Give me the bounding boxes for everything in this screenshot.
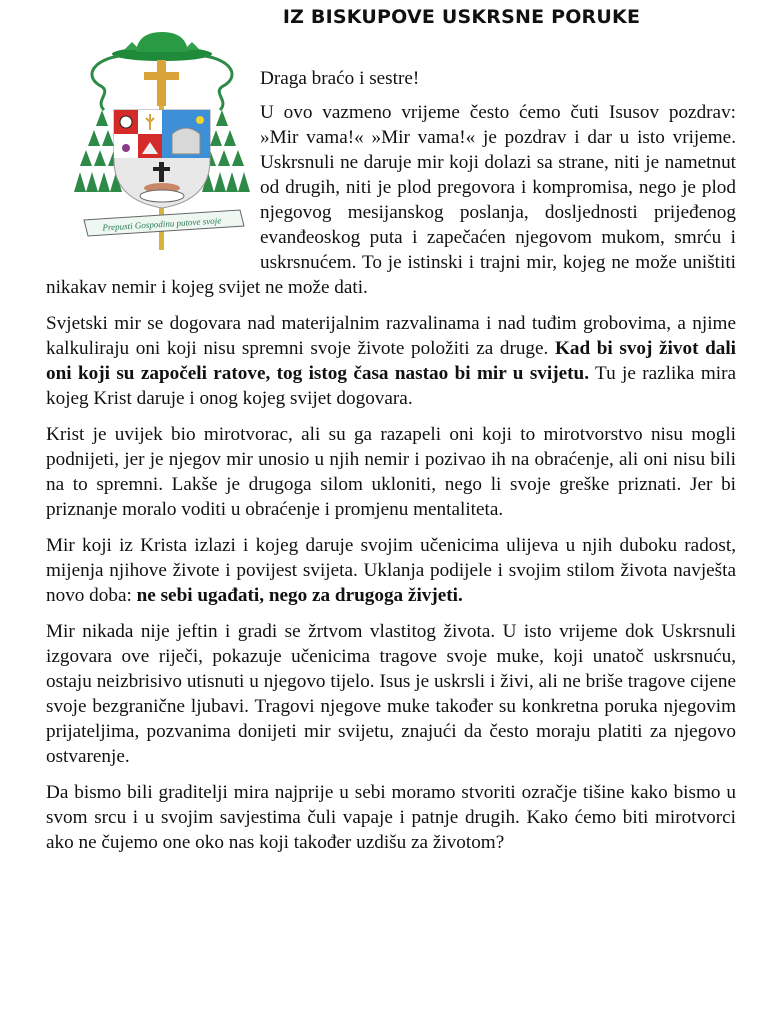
greeting: Draga braćo i sestre! [260, 68, 420, 89]
paragraph-text: Svjetski mir se dogovara nad materijalnim razvalinama i nad tuđim grobovima, a njime kalkuliraju oni koji nisu spremni svoje živote položiti za druge. [46, 313, 736, 359]
motto-text: Prepusti Gospodinu putove svoje [102, 215, 222, 233]
paragraph-text: Tu je razlika mira kojeg Krist daruje i onog kojeg svijet dogovara. [46, 363, 736, 409]
paragraph-text: Da bismo bili graditelji mira najprije u sebi moramo stvoriti ozračje tišine kako bismo u svom srcu i u svojim savjestima čuli vapaje i patnje drugih. Kako ćemo biti mirotvorci ako ne čujemo one oko nas koji također uzdišu za životom? [46, 782, 736, 853]
letter-paragraph [46, 422, 736, 522]
paragraph-text: Mir nikada nije jeftin i gradi se žrtvom vlastitog života. U isto vrijeme dok Uskrsnuli izgovara ove riječi, pokazuje učenicima tragove svoje muke, koji unatoč uskrsnuću, ostaju neizbrisivo utisnuti u njegovo tijelo. Isus je uskrsli i živi, ali ne briše tragove cijene svoje bezgranične ljubavi. Tragovi njegove muke također su konkretna poruka njegovim prijateljima, pozvanima donijeti mir svijetu, znajući da često moraju platiti za njegovo ostvarenje. [46, 621, 736, 767]
page-title: IZ BISKUPOVE USKRSNE PORUKE [282, 6, 641, 28]
letter-paragraph [46, 619, 736, 769]
emphasis-text: ne sebi ugađati, nego za drugoga živjeti. [136, 585, 463, 606]
letter-paragraph [46, 533, 736, 608]
letter-paragraph [46, 311, 736, 411]
letter-body [46, 66, 736, 866]
paragraph-text: U ovo vazmeno vrijeme često ćemo čuti Isusov pozdrav: »Mir vama!« »Mir vama!« je pozdrav i dar u isto vrijeme. Uskrsnuli ne daruje mir koji dolazi sa strane, niti je nametnut od drugih, niti je plod pregovora i kompromisa, nego je plod njegovog mesijanskog poslanja, dosljednosti prijeđenog evanđeoskog puta i zapečaćen njegovom mukom, smrću i uskrsnućem. To je istinski i trajni mir, kojeg ne može uništiti nikakav nemir i kojeg svijet ne može dati. [46, 102, 736, 298]
letter-paragraph [46, 780, 736, 855]
paragraph-text: Mir koji iz Krista izlazi i kojeg daruje svojim učenicima ulijeva u njih duboku radost, mijenja njihove živote i povijest svijeta. Uklanja podijele i svojim stilom života navješta novo doba: [46, 535, 736, 606]
emphasis-text: Kad bi svoj život dali oni koji su započeli ratove, tog istog časa nastao bi mir u svijetu. [46, 338, 736, 384]
galero-crown [136, 32, 188, 52]
paragraph-text: Krist je uvijek bio mirotvorac, ali su ga razapeli oni koji to mirotvorstvo nisu mogli podnijeti, jer je njegov mir unosio u njih nemir i pozivao ih na obraćenje, ali oni nisu bili na to spremni. Lakše je drugoga silom ukloniti, nego li svoje greške priznati. Jer bi priznanje moralo voditi u obraćenje i promjenu mentaliteta. [46, 424, 736, 520]
